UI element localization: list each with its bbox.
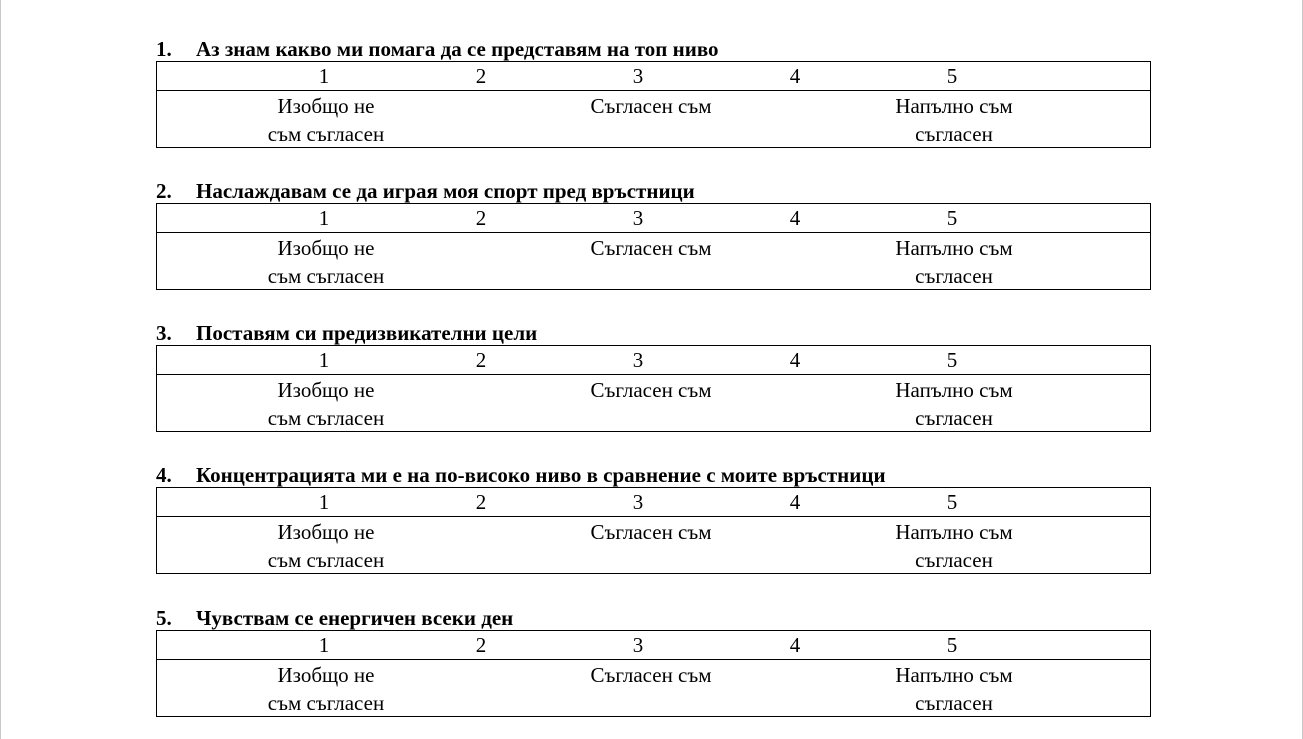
label-line: съм съгласен [267,122,385,146]
label-line: Напълно съм [895,378,1013,402]
question-4 [156,463,1151,574]
scale-labels-row [157,91,1150,147]
scale-option-1[interactable]: 1 [318,633,330,657]
label-line: Съгласен съм [590,236,712,260]
scale-option-5[interactable]: 5 [946,490,958,514]
scale-option-4[interactable]: 4 [789,206,801,230]
scale-option-4[interactable]: 4 [789,348,801,372]
question-number: 2. [156,179,172,203]
label-strongly-disagree [268,518,384,574]
question-3 [156,321,1151,432]
scale-option-5[interactable]: 5 [946,64,958,88]
label-strongly-disagree [268,376,384,432]
scale-option-3[interactable]: 3 [632,633,644,657]
scale-option-4[interactable]: 4 [789,64,801,88]
label-line: Съгласен съм [590,520,712,544]
scale-labels-row [157,517,1150,573]
label-line: Напълно съм [895,663,1013,687]
question-number: 1. [156,37,172,61]
label-line: съгласен [915,264,993,288]
label-line: съгласен [915,122,993,146]
question-title [156,179,1151,203]
label-line: Изобщо не [277,94,375,118]
question-title [156,37,1151,61]
scale-option-5[interactable]: 5 [946,633,958,657]
scale-option-1[interactable]: 1 [318,206,330,230]
scale-option-5[interactable]: 5 [946,206,958,230]
label-agree [590,234,711,262]
label-strongly-agree [895,376,1012,432]
question-title [156,321,1151,345]
label-strongly-disagree [268,92,384,148]
question-text: Концентрацията ми е на по-високо ниво в сравнение с моите връстници [196,463,886,487]
scale-option-1[interactable]: 1 [318,348,330,372]
scale-labels-row [157,233,1150,289]
question-text: Наслаждавам се да играя моя спорт пред връстници [196,179,695,203]
rating-scale [156,630,1151,717]
label-line: Изобщо не [277,663,375,687]
question-text: Чувствам се енергичен всеки ден [196,606,514,630]
question-title [156,463,1151,487]
label-line: съм съгласен [267,406,385,430]
label-agree [590,376,711,404]
scale-numbers-row [157,62,1150,91]
question-title [156,606,1151,630]
scale-option-4[interactable]: 4 [789,490,801,514]
page-edge-left [0,0,1,739]
scale-option-4[interactable]: 4 [789,633,801,657]
rating-scale [156,61,1151,148]
scale-option-3[interactable]: 3 [632,206,644,230]
label-line: съм съгласен [267,264,385,288]
scale-option-2[interactable]: 2 [475,64,487,88]
label-strongly-agree [895,92,1012,148]
label-agree [590,92,711,120]
scale-numbers-row [157,346,1150,375]
scale-option-1[interactable]: 1 [318,64,330,88]
question-1 [156,37,1151,148]
scale-numbers-row [157,631,1150,660]
question-number: 4. [156,463,172,487]
label-line: Съгласен съм [590,378,712,402]
scale-option-2[interactable]: 2 [475,490,487,514]
label-line: съм съгласен [267,691,385,715]
scale-numbers-row [157,204,1150,233]
scale-option-3[interactable]: 3 [632,490,644,514]
label-strongly-agree [895,661,1012,717]
rating-scale [156,487,1151,574]
label-line: съгласен [915,548,993,572]
label-line: Съгласен съм [590,663,712,687]
label-strongly-disagree [268,234,384,290]
label-line: съгласен [915,691,993,715]
label-line: Изобщо не [277,378,375,402]
label-strongly-disagree [268,661,384,717]
question-text: Аз знам какво ми помага да се представям на топ ниво [196,37,719,61]
label-line: Съгласен съм [590,94,712,118]
question-5 [156,606,1151,717]
rating-scale [156,203,1151,290]
label-agree [590,518,711,546]
question-number: 5. [156,606,172,630]
label-strongly-agree [895,518,1012,574]
scale-numbers-row [157,488,1150,517]
label-strongly-agree [895,234,1012,290]
label-line: Напълно съм [895,236,1013,260]
scale-option-1[interactable]: 1 [318,490,330,514]
scale-labels-row [157,660,1150,716]
question-text: Поставям си предизвикателни цели [196,321,538,345]
question-2 [156,179,1151,290]
label-line: Изобщо не [277,520,375,544]
scale-option-3[interactable]: 3 [632,64,644,88]
scale-labels-row [157,375,1150,431]
scale-option-5[interactable]: 5 [946,348,958,372]
label-line: Напълно съм [895,520,1013,544]
question-number: 3. [156,321,172,345]
scale-option-2[interactable]: 2 [475,633,487,657]
label-line: Изобщо не [277,236,375,260]
label-agree [590,661,711,689]
scale-option-2[interactable]: 2 [475,348,487,372]
label-line: съм съгласен [267,548,385,572]
label-line: Напълно съм [895,94,1013,118]
label-line: съгласен [915,406,993,430]
scale-option-3[interactable]: 3 [632,348,644,372]
rating-scale [156,345,1151,432]
scale-option-2[interactable]: 2 [475,206,487,230]
